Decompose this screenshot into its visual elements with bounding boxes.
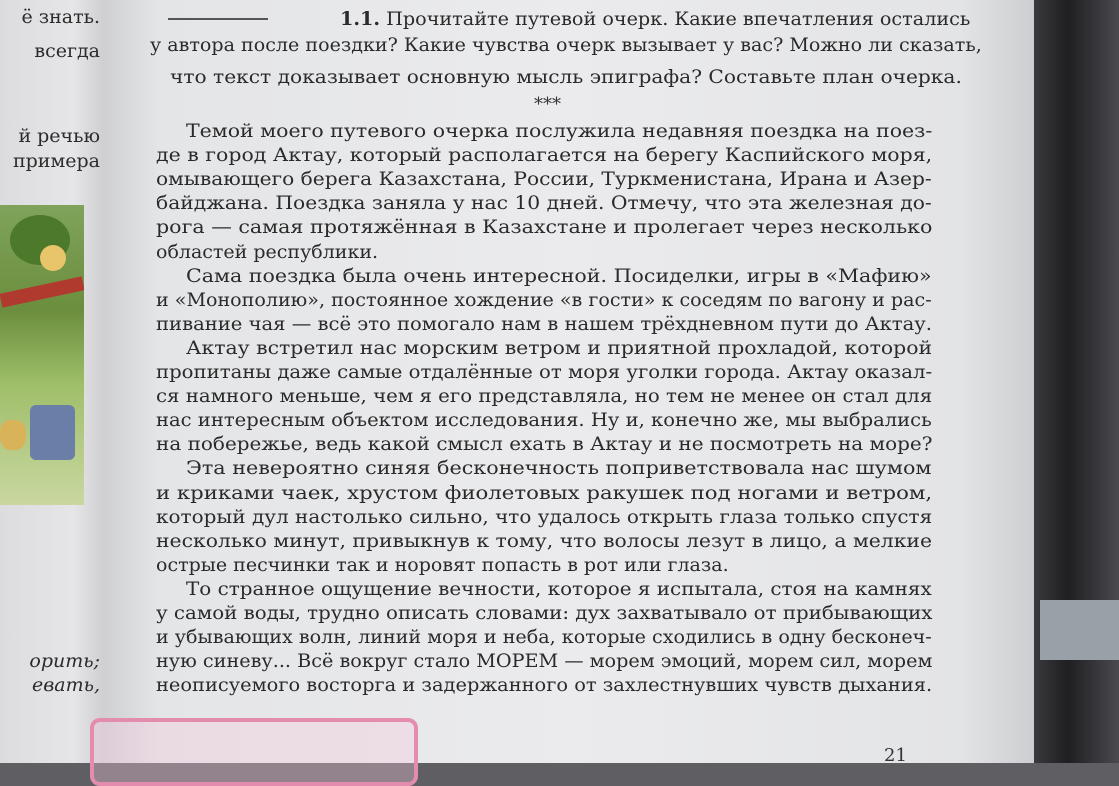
top-figure-fragment xyxy=(168,0,268,20)
essay-line: омывающего берега Казахстана, России, Туркменистана, Ирана и Азер- xyxy=(156,168,932,191)
essay-line: нас интересным объектом исследования. Ну и, конечно же, мы выбрались xyxy=(156,409,932,432)
essay-line: рога — самая протяжённая в Казахстане и пролегает через несколько xyxy=(156,216,933,239)
left-page-fragment: примера xyxy=(12,150,100,172)
essay-line: Темой моего путевого очерка послужила недавняя поездка на поез- xyxy=(186,120,933,142)
left-page-fragment: ё знать. xyxy=(21,6,100,28)
essay-line: у самой воды, трудно описать словами: дух захватывало от прибывающих xyxy=(156,602,933,624)
left-page-fragment: орить; xyxy=(29,650,100,672)
section-separator: *** xyxy=(534,94,561,115)
background-object xyxy=(1040,600,1119,660)
task-text-line xyxy=(150,34,982,56)
essay-line: который дул настолько сильно, что удалось открыть глаза только спустя xyxy=(156,505,933,528)
task-text-line xyxy=(340,8,970,30)
task-number: 1.1. xyxy=(340,8,381,30)
essay-line: де в город Актау, который располагается на берегу Каспийского моря, xyxy=(156,144,933,167)
left-page-fragment: всегда xyxy=(34,40,100,62)
essay-line: Сама поездка была очень интересной. Посиделки, игры в «Мафию» xyxy=(186,264,932,287)
left-page xyxy=(0,0,104,763)
essay-line: несколько минут, привыкнув к тому, что волосы лезут в лицо, а мелкие xyxy=(156,529,933,552)
task-text: что текст доказывает основную мысль эпиграфа? Составьте план очерка. xyxy=(170,66,962,88)
left-page-fragment: й речью xyxy=(18,125,100,147)
essay-line: неописуемого восторга и задержанного от захлестнувших чувств дыхания. xyxy=(156,674,933,697)
left-page-fragment: евать, xyxy=(31,674,100,696)
right-page xyxy=(104,0,1034,763)
task-text: Прочитайте путевой очерк. Какие впечатления остались xyxy=(380,8,971,30)
essay-line: ся намного меньше, чем я его представляла, но тем не менее он стал для xyxy=(156,385,933,408)
essay-line: и криками чаек, хрустом фиолетовых ракушек под ногами и ветром, xyxy=(156,481,933,504)
essay-line: То странное ощущение вечности, которое я испытала, стоя на камнях xyxy=(186,577,932,600)
page-number: 21 xyxy=(884,745,907,763)
essay-line: ную синеву... Всё вокруг стало МОРЕМ — морем эмоций, морем сил, морем xyxy=(156,650,933,673)
page-illustration xyxy=(0,205,84,505)
task-text-line xyxy=(170,66,962,88)
pink-ruler xyxy=(90,718,418,786)
essay-line: острые песчинки так и норовят попасть в рот или глаза. xyxy=(156,553,729,576)
task-text: у автора после поездки? Какие чувства очерк вызывает у вас? Можно ли сказать, xyxy=(150,34,982,56)
essay-line: байджана. Поездка заняла у нас 10 дней. Отмечу, что эта железная до- xyxy=(156,192,932,215)
essay-line: пропитаны даже самые отдалённые от моря уголки города. Актау оказал- xyxy=(156,361,933,383)
essay-line: и убывающих волн, линий моря и неба, которые сходились в одну бесконеч- xyxy=(156,626,932,649)
essay-line: Актау встретил нас морским ветром и приятной прохладой, которой xyxy=(186,336,933,359)
essay-line: и «Монополию», постоянное хождение «в гости» к соседям по вагону и рас- xyxy=(156,288,932,311)
essay-line: Эта невероятно синяя бесконечность поприветствовала нас шумом xyxy=(186,457,932,480)
essay-line: областей республики. xyxy=(156,240,379,263)
essay-line: на побережье, ведь какой смысл ехать в Актау и не посмотреть на море? xyxy=(156,433,933,456)
essay-line: пивание чая — всё это помогало нам в нашем трёхдневном пути до Актау. xyxy=(156,312,932,335)
